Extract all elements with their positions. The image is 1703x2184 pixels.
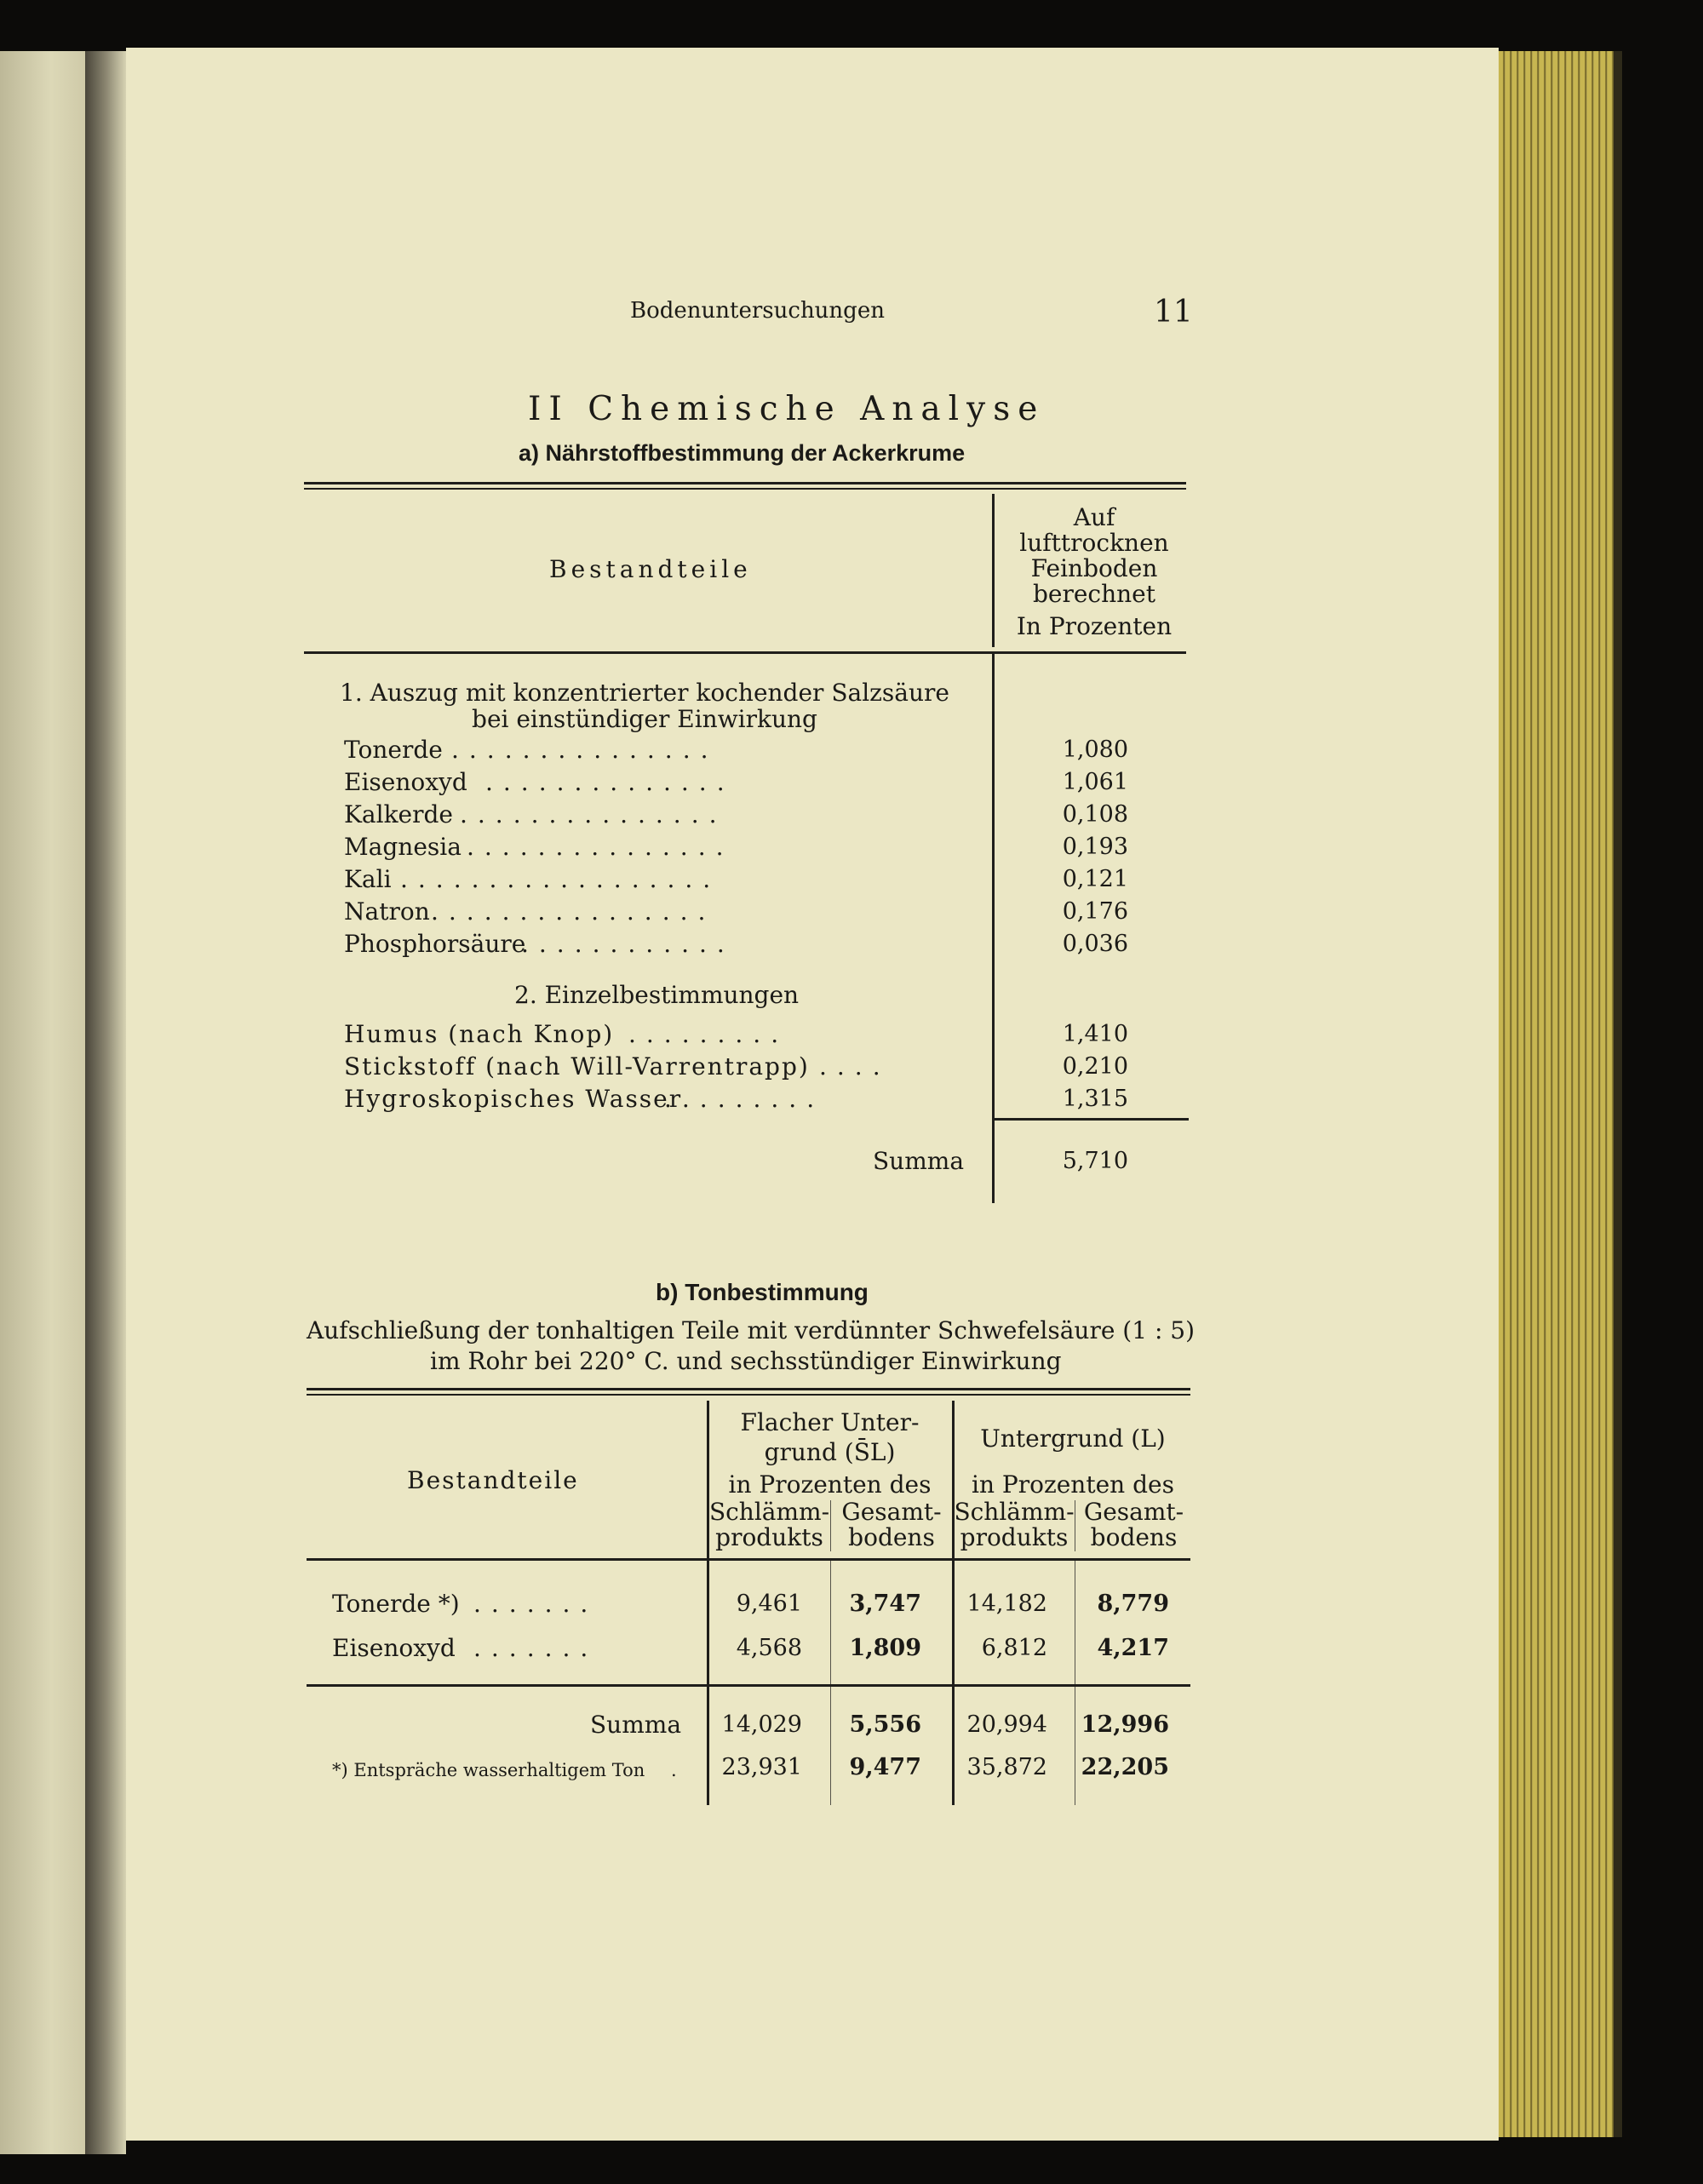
value-header-line-4: berechnet — [1032, 580, 1156, 608]
row-kalkerde-value: 0,108 — [1062, 801, 1128, 828]
page-block-shadow — [1614, 51, 1622, 2137]
eisenoxyd-l-gesamt: 4,217 — [1097, 1635, 1169, 1661]
table-b-intro-line-2: im Rohr bei 220° C. und sechsstündiger Einwirkung — [430, 1347, 1062, 1375]
table-a-header-rule — [304, 651, 1186, 654]
table-b-subtitle: b) Tonbestimmung — [656, 1279, 869, 1305]
sum-l-gesamt: 12,996 — [1081, 1711, 1169, 1738]
table-a-top-rule — [304, 482, 1186, 484]
sum-l-schlamm: 20,994 — [966, 1711, 1047, 1738]
row-magnesia-label: Magnesia — [344, 833, 462, 861]
row-natron-value: 0,176 — [1062, 898, 1128, 925]
row-tonerde-b-label: Tonerde *) — [332, 1590, 460, 1618]
value-header-line-2: lufttrocknen — [1019, 529, 1169, 557]
table-a-subtitle: a) Nährstoffbestimmung der Ackerkrume — [519, 440, 966, 466]
row-kalkerde-label: Kalkerde — [344, 800, 453, 828]
row-hygroskopisches-wasser-value: 1,315 — [1062, 1086, 1128, 1112]
table-b-header-rule — [307, 1558, 1190, 1561]
row-phosphorsaeure-value: 0,036 — [1062, 931, 1128, 957]
eisenoxyd-l-schlamm: 6,812 — [981, 1635, 1047, 1661]
dot-leader: ....... — [473, 1590, 599, 1618]
table-a-sum-rule — [993, 1118, 1189, 1121]
sum-sl-schlamm: 14,029 — [721, 1711, 802, 1738]
tonerde-sl-gesamt: 3,747 — [849, 1591, 921, 1617]
value-header-line-1: Auf — [1073, 503, 1115, 531]
footnote-sl-schlamm: 23,931 — [721, 1754, 802, 1780]
row-phosphorsaeure-label: Phosphorsäure — [344, 930, 526, 958]
group-l-heading: Untergrund (L) — [980, 1424, 1166, 1453]
l-gesamt-header-2: bodens — [1090, 1523, 1178, 1551]
tonerde-l-gesamt: 8,779 — [1097, 1591, 1169, 1617]
dot-leader: .................. — [400, 865, 721, 893]
eisenoxyd-sl-schlamm: 4,568 — [736, 1635, 802, 1661]
dot-leader: ....... — [473, 1634, 599, 1662]
sl-schlamm-header: Schlämm- — [708, 1498, 830, 1526]
table-b-sum-label: Summa — [590, 1711, 682, 1739]
eisenoxyd-sl-gesamt: 1,809 — [849, 1635, 921, 1661]
table-b-top-rule-2 — [307, 1394, 1190, 1396]
group-sl-line-1: Flacher Unter- — [740, 1408, 920, 1436]
l-schlamm-header-2: produkts — [960, 1523, 1069, 1551]
tonerde-l-schlamm: 14,182 — [966, 1591, 1047, 1617]
row-eisenoxyd-value: 1,061 — [1062, 769, 1128, 795]
row-magnesia-value: 0,193 — [1062, 834, 1128, 860]
value-header-line-3: Feinboden — [1030, 554, 1158, 582]
group1-heading-line-2: bei einstündiger Einwirkung — [472, 705, 817, 733]
group1-heading-line-1: 1. Auszug mit konzentrierter kochender Salzsäure — [340, 679, 949, 707]
page-number: 11 — [1154, 295, 1193, 330]
table-a-top-rule-2 — [304, 488, 1186, 490]
table-b-top-rule — [307, 1388, 1190, 1390]
sum-sl-gesamt: 5,556 — [849, 1711, 921, 1738]
row-hygroskopisches-wasser-label: Hygroskopisches Wasser — [344, 1085, 683, 1113]
row-tonerde-value: 1,080 — [1062, 737, 1128, 763]
row-tonerde-label: Tonerde — [344, 736, 443, 764]
table-b-intro-line-1: Aufschließung der tonhaltigen Teile mit verdünnter Schwefelsäure (1 : 5) — [307, 1316, 1196, 1344]
tonerde-sl-schlamm: 9,461 — [736, 1591, 802, 1617]
table-a-sum-divider — [992, 1118, 995, 1203]
dot-leader: ................ — [431, 897, 716, 926]
l-schlamm-header: Schlämm- — [954, 1498, 1075, 1526]
table-a-sum-value: 5,710 — [1062, 1148, 1128, 1174]
table-a-header-divider — [992, 494, 995, 647]
footnote-l-schlamm: 35,872 — [966, 1754, 1047, 1780]
group-sl-in-prozenten: in Prozenten des — [728, 1470, 932, 1499]
l-gesamt-header: Gesamt- — [1083, 1498, 1184, 1526]
group2-heading: 2. Einzelbestimmungen — [514, 981, 800, 1009]
row-humus-value: 1,410 — [1062, 1021, 1128, 1047]
left-page-edge — [0, 51, 85, 2154]
dot-leader: . — [671, 1760, 677, 1780]
row-kali-label: Kali — [344, 865, 392, 893]
group-sl-line-2: grund (S̄L) — [764, 1438, 896, 1466]
book-gutter — [85, 51, 126, 2154]
page-block-edge — [1499, 51, 1618, 2137]
sl-gesamt-header: Gesamt- — [841, 1498, 942, 1526]
row-eisenoxyd-label: Eisenoxyd — [344, 768, 467, 796]
row-eisenoxyd-b-label: Eisenoxyd — [332, 1634, 456, 1662]
row-stickstoff-label: Stickstoff (nach Will-Varrentrapp) — [344, 1052, 810, 1081]
row-stickstoff-value: 0,210 — [1062, 1053, 1128, 1080]
row-natron-label: Natron — [344, 897, 430, 926]
table-b-body-divider-1 — [830, 1560, 831, 1805]
dot-leader: ............... — [451, 736, 719, 764]
sl-schlamm-header-2: produkts — [715, 1523, 823, 1551]
footnote-sl-gesamt: 9,477 — [849, 1754, 921, 1780]
dot-leader: ............... — [467, 833, 734, 861]
dot-leader: .............. — [485, 768, 735, 796]
table-b-divider-2 — [952, 1401, 955, 1805]
table-a-sum-label: Summa — [873, 1147, 965, 1175]
sl-gesamt-header-2: bodens — [848, 1523, 935, 1551]
dot-leader: ............... — [460, 800, 727, 828]
footnote-l-gesamt: 22,205 — [1081, 1754, 1169, 1780]
table-b-sum-rule — [307, 1684, 1190, 1687]
row-humus-label: Humus (nach Knop) — [344, 1020, 615, 1048]
running-header: Bodenuntersuchungen — [630, 298, 885, 324]
dot-leader: .... — [819, 1052, 891, 1081]
dot-leader: ......... — [664, 1085, 825, 1113]
dot-leader: ............ — [521, 930, 735, 958]
row-kali-value: 0,121 — [1062, 866, 1128, 892]
footnote-label: *) Entspräche wasserhaltigem Ton — [332, 1760, 645, 1780]
group-l-in-prozenten: in Prozenten des — [972, 1470, 1174, 1499]
table-b-col-label: Bestandteile — [407, 1466, 579, 1494]
value-header-line-5: In Prozenten — [1016, 612, 1173, 640]
section-title: II Chemische Analyse — [528, 390, 1046, 428]
dot-leader: ......... — [628, 1020, 789, 1048]
table-a-body-divider — [992, 654, 995, 1118]
table-a-col-label: Bestandteile — [549, 555, 752, 583]
